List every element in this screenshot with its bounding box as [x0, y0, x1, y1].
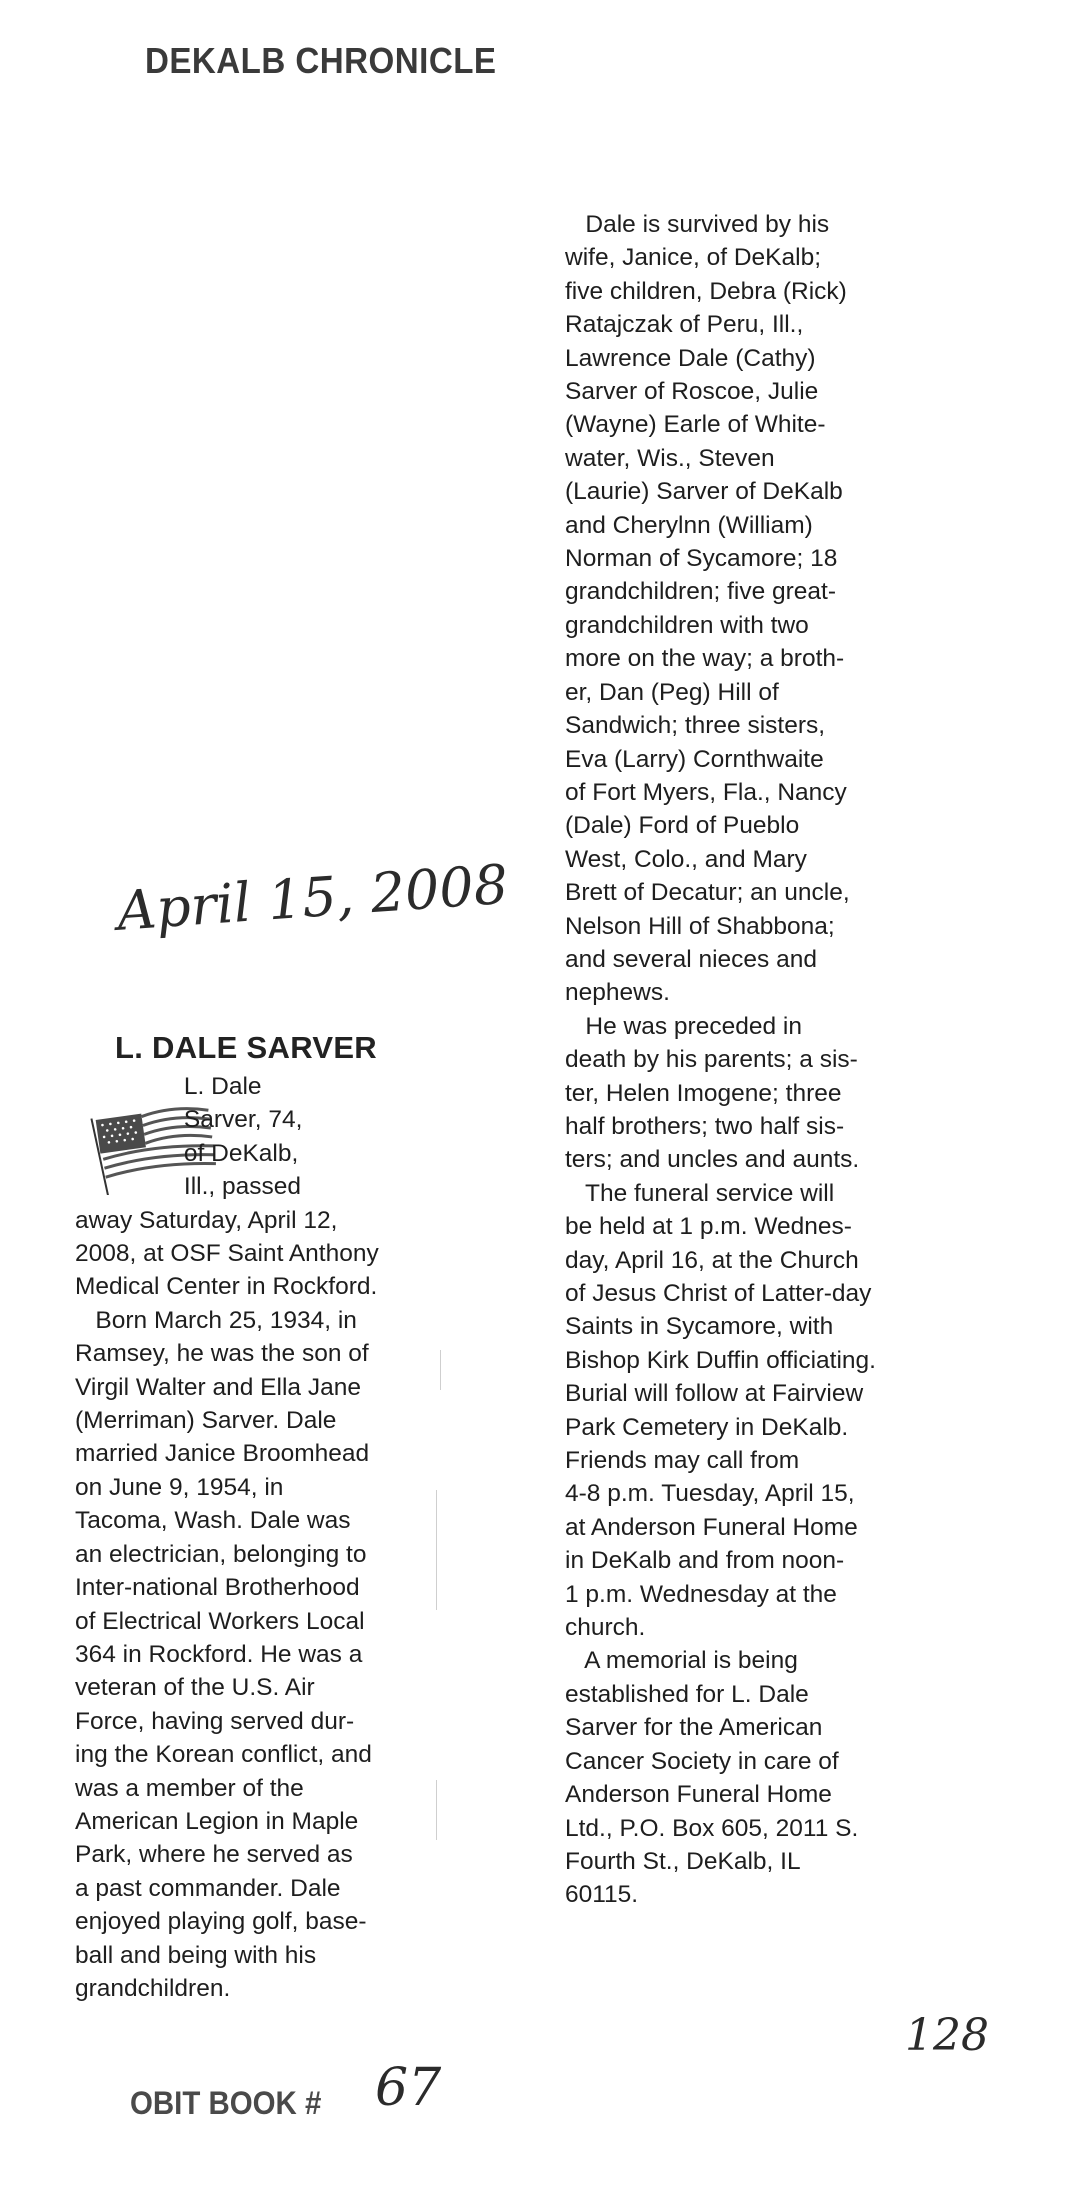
text-line: West, Colo., and Mary: [565, 845, 807, 873]
text-line: of DeKalb,: [75, 1139, 299, 1167]
text-line: (Laurie) Sarver of DeKalb: [565, 478, 843, 506]
text-line: (Dale) Ford of Pueblo: [565, 812, 800, 840]
text-line: day, April 16, at the Church: [565, 1246, 859, 1274]
text-line: married Janice Broomhead: [75, 1440, 370, 1468]
text-line: on June 9, 1954, in: [75, 1473, 284, 1501]
text-line: Sarver of Roscoe, Julie: [565, 378, 819, 406]
text-line: was a member of the: [75, 1774, 304, 1802]
text-line: wife, Janice, of DeKalb;: [565, 244, 822, 272]
text-line: Ramsey, he was the son of: [75, 1340, 369, 1368]
text-line: Brett of Decatur; an uncle,: [565, 879, 850, 907]
text-line: of Electrical Workers Local: [75, 1607, 365, 1635]
column-divider: [436, 1490, 437, 1610]
text-line: (Merriman) Sarver. Dale: [75, 1407, 337, 1435]
text-line: Eva (Larry) Cornthwaite: [565, 745, 824, 773]
obituary-title: L. DALE SARVER: [115, 1030, 377, 1065]
text-line: (Wayne) Earle of White-: [565, 411, 826, 439]
text-line: Born March 25, 1934, in: [75, 1306, 357, 1334]
text-line: Saints in Sycamore, with: [565, 1313, 834, 1341]
text-line: Burial will follow at Fairview: [565, 1380, 864, 1408]
text-line: more on the way; a broth-: [565, 645, 845, 673]
text-line: enjoyed playing golf, base-: [75, 1908, 367, 1936]
text-line: Force, having served dur-: [75, 1707, 355, 1735]
text-line: 4-8 p.m. Tuesday, April 15,: [565, 1480, 855, 1508]
text-line: Anderson Funeral Home: [565, 1781, 832, 1809]
text-line: grandchildren; five great-: [565, 578, 837, 606]
text-line: a past commander. Dale: [75, 1874, 341, 1902]
text-line: L. Dale: [75, 1073, 262, 1100]
handwritten-date: April 15, 2008: [115, 852, 511, 943]
text-line: 1 p.m. Wednesday at the: [565, 1580, 837, 1608]
text-line: 2008, at OSF Saint Anthony: [75, 1240, 379, 1268]
text-line: Friends may call from: [565, 1447, 800, 1475]
text-line: of Jesus Christ of Latter-day: [565, 1280, 872, 1307]
text-line: Ill., passed: [75, 1173, 302, 1201]
column-divider: [436, 1780, 437, 1840]
obituary-left-column: [75, 1070, 445, 2005]
text-line: Park Cemetery in DeKalb.: [565, 1413, 849, 1441]
text-line: The funeral service will: [565, 1179, 835, 1207]
text-line: church.: [565, 1614, 646, 1642]
text-line: Norman of Sycamore; 18: [565, 545, 838, 573]
text-line: an electrician, belonging to: [75, 1540, 367, 1568]
text-line: 364 in Rockford. He was a: [75, 1640, 363, 1668]
text-line: be held at 1 p.m. Wednes-: [565, 1213, 852, 1241]
text-line: Lawrence Dale (Cathy): [565, 344, 816, 372]
text-line: and several nieces and: [565, 945, 817, 973]
obit-book-label: OBIT BOOK #: [130, 2085, 322, 2121]
text-line: of Fort Myers, Fla., Nancy: [565, 778, 847, 806]
text-line: veteran of the U.S. Air: [75, 1674, 315, 1702]
text-line: 60115.: [565, 1881, 639, 1909]
text-line: in DeKalb and from noon-: [565, 1547, 845, 1575]
text-line: nephews.: [565, 979, 670, 1007]
obit-book-number: 67: [375, 2058, 442, 2118]
text-line: water, Wis., Steven: [565, 444, 775, 472]
obituary-right-column: [565, 208, 945, 1912]
text-line: established for L. Dale: [565, 1680, 809, 1708]
text-line: He was preceded in: [565, 1012, 802, 1040]
text-line: Ratajczak of Peru, Ill.,: [565, 311, 804, 339]
text-line: grandchildren with two: [565, 611, 809, 639]
text-line: Park, where he served as: [75, 1841, 353, 1869]
text-line: Medical Center in Rockford.: [75, 1273, 378, 1301]
text-line: Inter-national Brotherhood: [75, 1574, 360, 1602]
text-line: death by his parents; a sis-: [565, 1046, 858, 1074]
text-line: American Legion in Maple: [75, 1807, 359, 1835]
text-line: Sandwich; three sisters,: [565, 712, 826, 740]
text-line: half brothers; two half sis-: [565, 1112, 845, 1140]
text-line: at Anderson Funeral Home: [565, 1513, 858, 1541]
text-line: Cancer Society in care of: [565, 1747, 839, 1775]
text-line: A memorial is being: [565, 1647, 798, 1675]
text-line: Dale is survived by his: [565, 211, 830, 238]
text-line: away Saturday, April 12,: [75, 1206, 338, 1234]
text-line: Sarver, 74,: [75, 1106, 303, 1134]
text-line: grandchildren.: [75, 1974, 231, 2002]
text-line: Nelson Hill of Shabbona;: [565, 912, 835, 940]
text-line: Virgil Walter and Ella Jane: [75, 1373, 361, 1401]
text-line: Fourth St., DeKalb, IL: [565, 1847, 801, 1875]
handwritten-page-number: 128: [905, 2010, 989, 2061]
text-line: Bishop Kirk Duffin officiating.: [565, 1346, 876, 1374]
text-line: Tacoma, Wash. Dale was: [75, 1507, 351, 1535]
text-line: five children, Debra (Rick): [565, 277, 847, 305]
text-line: ters; and uncles and aunts.: [565, 1146, 860, 1174]
newspaper-header: DEKALB CHRONICLE: [145, 40, 497, 81]
text-line: ball and being with his: [75, 1941, 317, 1969]
text-line: ter, Helen Imogene; three: [565, 1079, 842, 1107]
text-line: Sarver for the American: [565, 1714, 823, 1742]
text-line: and Cherylnn (William): [565, 511, 813, 539]
text-line: er, Dan (Peg) Hill of: [565, 678, 779, 706]
column-divider: [440, 1350, 441, 1390]
text-line: Ltd., P.O. Box 605, 2011 S.: [565, 1814, 859, 1842]
text-line: ing the Korean conflict, and: [75, 1741, 372, 1769]
